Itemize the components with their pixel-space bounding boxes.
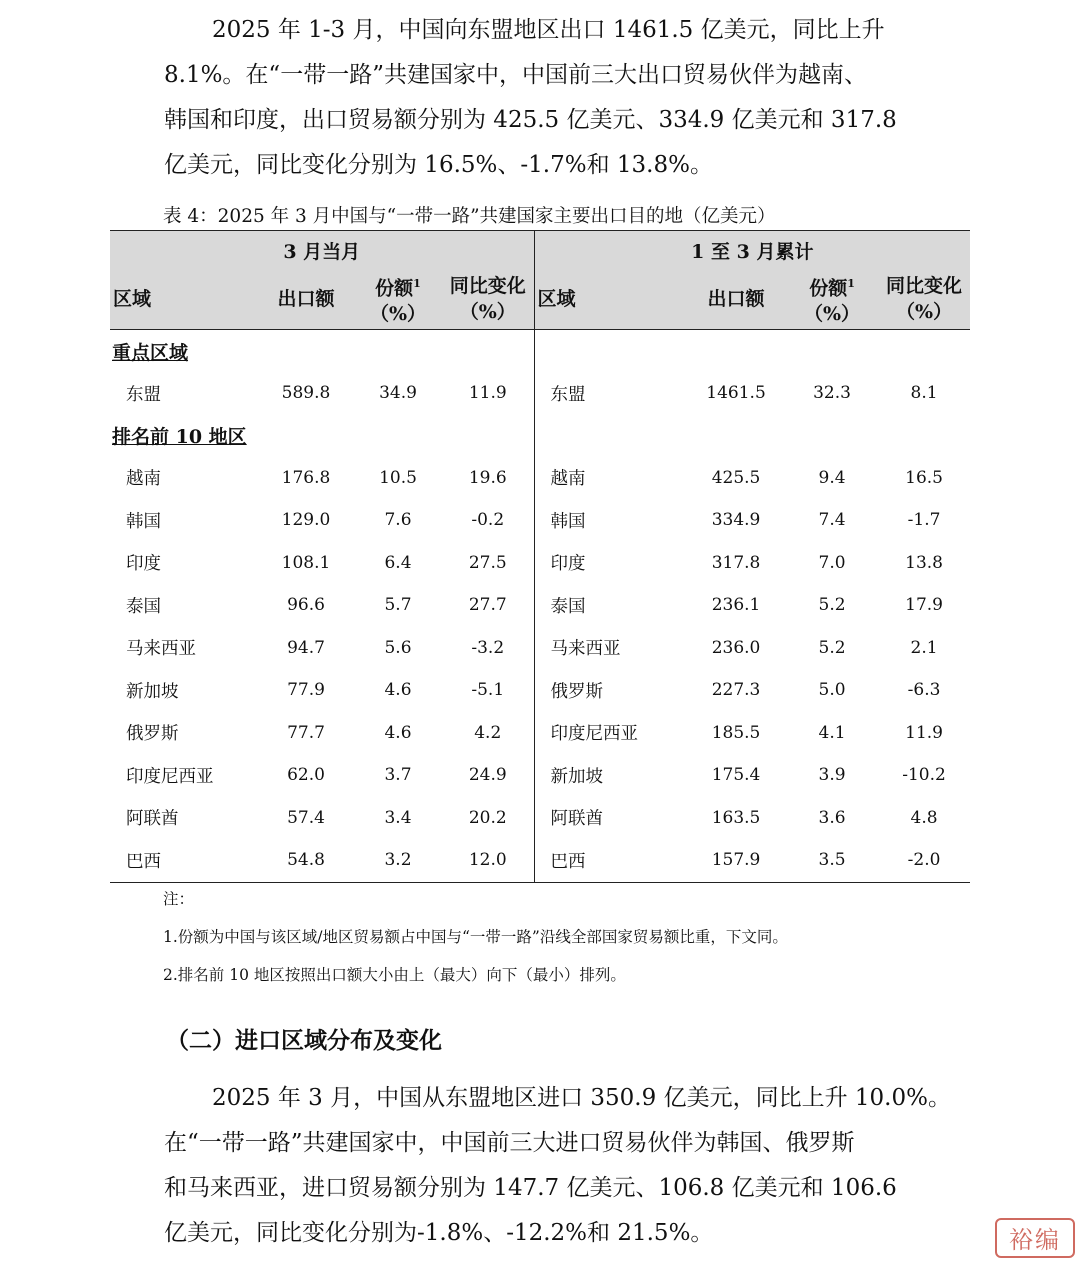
table-row — [110, 669, 970, 712]
table-cell: 27.7 — [442, 584, 534, 627]
table-cell: 9.4 — [818, 467, 846, 488]
table-row: 东盟 589.8 34.9 11.9 东盟 1461.5 32.3 8.1 — [110, 372, 970, 415]
export-destinations-table — [110, 230, 970, 883]
table-cell: -0.2 — [442, 499, 534, 542]
table-cell: 印度尼西亚 — [550, 724, 639, 745]
col-header-share: 份额$^1$ （%） — [786, 269, 878, 330]
table-row — [110, 499, 970, 542]
import-paragraph — [164, 1076, 951, 1256]
table-cell: 77.7 — [287, 722, 325, 743]
table-cell: 3.7 — [384, 765, 412, 786]
table-cell: 425.5 — [711, 467, 761, 488]
table-cell: -6.3 — [907, 680, 941, 701]
table-cell: 5.2 — [818, 595, 846, 616]
table-cell: -5.1 — [442, 669, 534, 712]
table-cell: 19.6 — [442, 457, 534, 500]
table-cell: 俄罗斯 — [550, 681, 604, 702]
table-cell: 27.5 — [442, 542, 534, 585]
table-cell: 5.7 — [384, 595, 412, 616]
table-cell: 334.9 — [711, 510, 761, 531]
table-cell: 4.6 — [384, 722, 412, 743]
table-cell: 马来西亚 — [126, 639, 196, 660]
table-cell: 6.4 — [384, 552, 412, 573]
paragraph-line: 亿美元，同比变化分别为 16.5%、-1.7%和 13.8%。 — [164, 152, 713, 178]
table-cell: 176.8 — [281, 467, 331, 488]
col-header-change: 同比变化 （%） — [878, 269, 970, 330]
table-cell: 4.6 — [384, 680, 412, 701]
table-cell: 157.9 — [686, 839, 786, 882]
table-cell: 185.5 — [711, 722, 761, 743]
paragraph-line: 8.1%。在“一带一路”共建国家中，中国前三大出口贸易伙伴为越南、 — [164, 62, 867, 88]
section-label-top10: 排名前 10 地区 — [110, 415, 534, 457]
table-cell: 11.9 — [905, 722, 943, 743]
table-cell: 24.9 — [442, 754, 534, 797]
table-cell: 5.6 — [384, 637, 412, 658]
note-item: 2.排名前 10 地区按照出口额大小由上（最大）向下（最小）排列。 — [163, 966, 626, 984]
table-cell: -1.7 — [907, 510, 941, 531]
table-row — [110, 542, 970, 585]
table-cell: -10.2 — [902, 765, 946, 786]
table-cell: 越南 — [550, 469, 586, 490]
table-row — [110, 712, 970, 755]
table-cell: 7.4 — [818, 510, 846, 531]
table-cell: 韩国 — [126, 511, 161, 532]
table-cell: 227.3 — [711, 680, 761, 701]
table-cell: 5.2 — [818, 637, 846, 658]
paragraph-line: 韩国和印度，出口贸易额分别为 425.5 亿美元、334.9 亿美元和 317.8 — [164, 107, 897, 133]
group-header-march: 3 月当月 — [110, 231, 534, 270]
col-header-change: 同比变化 （%） — [442, 269, 534, 330]
table-cell: 泰国 — [126, 596, 161, 617]
table-cell: 54.8 — [258, 839, 354, 882]
table-cell: 4.8 — [910, 807, 938, 828]
table-cell: 巴西 — [534, 839, 686, 882]
table-cell: 16.5 — [905, 467, 943, 488]
col-header-export: 出口额 — [686, 269, 786, 330]
table-cell: 阿联酋 — [550, 809, 604, 830]
table-cell: -2.0 — [878, 839, 970, 882]
table-row — [110, 457, 970, 500]
watermark-stamp: 裕编 — [995, 1218, 1075, 1258]
table-row — [110, 584, 970, 627]
table-cell: 94.7 — [287, 637, 325, 658]
table-cell: 新加坡 — [126, 681, 179, 702]
table-cell: 108.1 — [281, 552, 331, 573]
table-cell: 马来西亚 — [550, 639, 621, 660]
table-cell: 236.0 — [711, 637, 761, 658]
table-cell: 4.1 — [818, 722, 846, 743]
table-cell: 10.5 — [379, 467, 417, 488]
table-cell: 62.0 — [287, 765, 325, 786]
section-label-key-region: 重点区域 — [110, 330, 534, 373]
col-header-region: 区域 — [110, 269, 258, 330]
table-cell: 57.4 — [287, 807, 325, 828]
table-cell: 7.0 — [818, 552, 846, 573]
table-cell: 3.2 — [354, 839, 442, 882]
paragraph-line: 2025 年 3 月，中国从东盟地区进口 350.9 亿美元，同比上升 10.0%。 — [212, 1085, 951, 1111]
table-cell: 2.1 — [910, 637, 938, 658]
section-heading: （二）进口区域分布及变化 — [166, 1027, 442, 1054]
table-cell: 163.5 — [711, 807, 761, 828]
table-cell: 3.5 — [786, 839, 878, 882]
table-row — [110, 754, 970, 797]
table-cell: 越南 — [126, 469, 161, 490]
table-row — [110, 627, 970, 670]
table-cell: 236.1 — [711, 595, 761, 616]
table-row — [110, 839, 970, 882]
table-cell: 12.0 — [442, 839, 534, 882]
col-header-region: 区域 — [534, 269, 686, 330]
col-header-share: 份额$^1$ （%） — [354, 269, 442, 330]
table-cell: 印度尼西亚 — [126, 766, 214, 787]
table-cell: 129.0 — [281, 510, 331, 531]
table-cell: 317.8 — [711, 552, 761, 573]
paragraph-line: 在“一带一路”共建国家中，中国前三大进口贸易伙伴为韩国、俄罗斯 — [164, 1130, 855, 1156]
paragraph-line: 亿美元，同比变化分别为-1.8%、-12.2%和 21.5%。 — [164, 1220, 714, 1246]
paragraph-line: 2025 年 1-3 月，中国向东盟地区出口 1461.5 亿美元，同比上升 — [212, 17, 885, 43]
table-cell: 77.9 — [287, 680, 325, 701]
table-cell: 新加坡 — [550, 766, 604, 787]
table-cell: 5.0 — [818, 680, 846, 701]
table-cell: 3.6 — [818, 807, 846, 828]
table-cell: 13.8 — [905, 552, 943, 573]
table-cell: 17.9 — [905, 595, 943, 616]
table-cell: 3.9 — [818, 765, 846, 786]
table-cell: 俄罗斯 — [126, 724, 179, 745]
table-cell: 7.6 — [384, 510, 412, 531]
table-cell: 泰国 — [550, 596, 586, 617]
table-cell: 4.2 — [442, 712, 534, 755]
group-header-cumulative: 1 至 3 月累计 — [534, 231, 970, 270]
table-cell: 巴西 — [110, 839, 258, 882]
table-notes — [163, 880, 788, 994]
export-paragraph — [164, 8, 924, 188]
table-cell: 96.6 — [287, 595, 325, 616]
table-cell: -3.2 — [442, 627, 534, 670]
table-row — [110, 797, 970, 840]
col-header-export: 出口额 — [258, 269, 354, 330]
note-item: 1.份额为中国与该区域/地区贸易额占中国与“一带一路”沿线全部国家贸易额比重，下文同。 — [163, 928, 788, 946]
table-cell: 韩国 — [550, 511, 586, 532]
table-cell: 印度 — [550, 554, 586, 575]
table-cell: 20.2 — [442, 797, 534, 840]
notes-title: 注： — [163, 890, 195, 908]
table-caption: 表 4：2025 年 3 月中国与“一带一路”共建国家主要出口目的地（亿美元） — [163, 206, 776, 227]
table-cell: 3.4 — [384, 807, 412, 828]
paragraph-line: 和马来西亚，进口贸易额分别为 147.7 亿美元、106.8 亿美元和 106.6 — [164, 1175, 897, 1201]
table-cell: 印度 — [126, 554, 161, 575]
table-cell: 阿联酋 — [126, 809, 179, 830]
table-cell: 175.4 — [711, 765, 761, 786]
